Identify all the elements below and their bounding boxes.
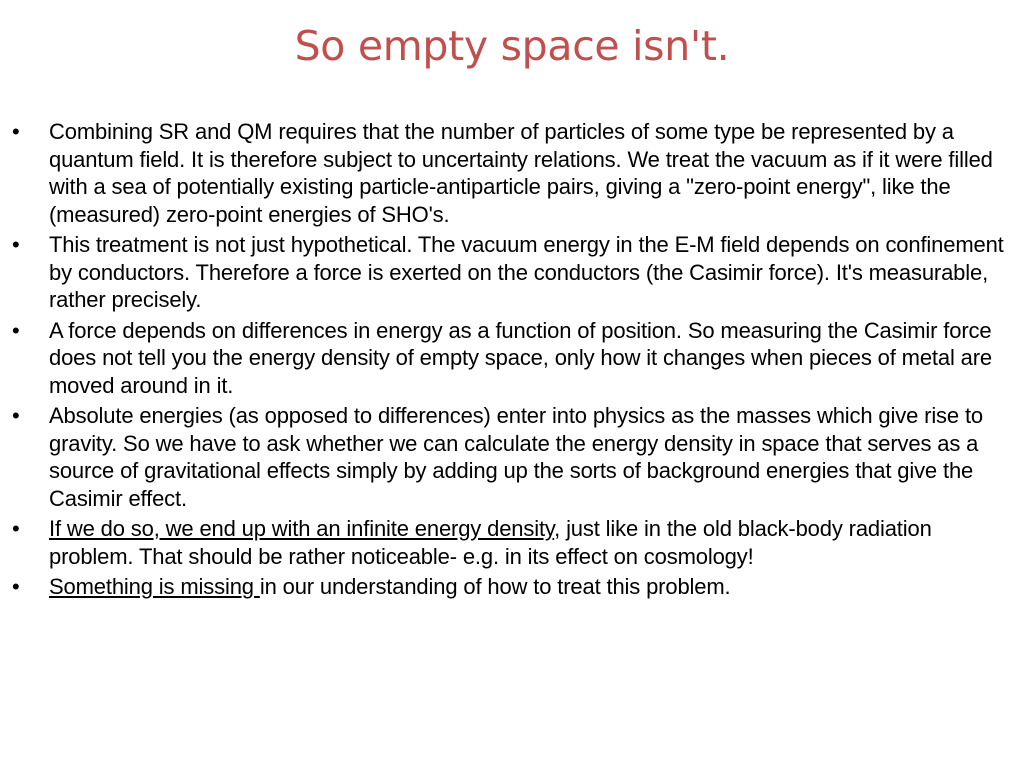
bullet-list xyxy=(12,118,1012,604)
bullet-dot-icon: • xyxy=(12,232,20,257)
bullet-dot-icon: • xyxy=(12,574,20,599)
bullet-dot-icon: • xyxy=(12,317,20,343)
bullet-dot-icon: • xyxy=(12,119,20,144)
slide-title: So empty space isn't. xyxy=(294,22,730,70)
underlined-phrase: Something is missing xyxy=(49,574,260,599)
bullet-text: , just like in the old black-body radiation problem. That should be rather noticeable- e.g. in its effect on cosmology! xyxy=(49,516,932,569)
bullet-item-1 xyxy=(12,118,1012,228)
bullet-item-4 xyxy=(12,402,1012,512)
bullet-text: Absolute energies (as opposed to differences) enter into physics as the masses which give rise to gravity. So we have to ask whether we can calculate the energy density in space that serves as a source of gravitational effects simply by adding up the sorts of background energies that give the Casimir effect. xyxy=(49,403,983,511)
bullet-item-3 xyxy=(12,317,1012,400)
bullet-text: This treatment is not just hypothetical. The vacuum energy in the E-M field depends on confinement by conductors. Therefore a force is exerted on the conductors (the Casimir force). It's measurable, rather precisely. xyxy=(49,232,1004,312)
bullet-dot-icon: • xyxy=(12,403,20,428)
bullet-text: Combining SR and QM requires that the number of particles of some type be represented by a quantum field. It is therefore subject to uncertainty relations. We treat the vacuum as if it were filled with a sea of potentially existing particle-antiparticle pairs, giving a "zero-point energy", like the (measured) zero-point energies of SHO's. xyxy=(49,119,993,227)
underlined-phrase: If we do so, we end up with an infinite energy density xyxy=(49,516,555,541)
bullet-item-6 xyxy=(12,573,1012,601)
bullet-text: in our understanding of how to treat this problem. xyxy=(259,574,731,599)
bullet-dot-icon: • xyxy=(12,516,20,541)
bullet-item-2 xyxy=(12,231,1012,314)
bullet-text: A force depends on differences in energy as a function of position. So measuring the Casimir force does not tell you the energy density of empty space, only how it changes when pieces of metal are moved around in it. xyxy=(49,317,993,398)
bullet-item-5 xyxy=(12,515,1012,570)
